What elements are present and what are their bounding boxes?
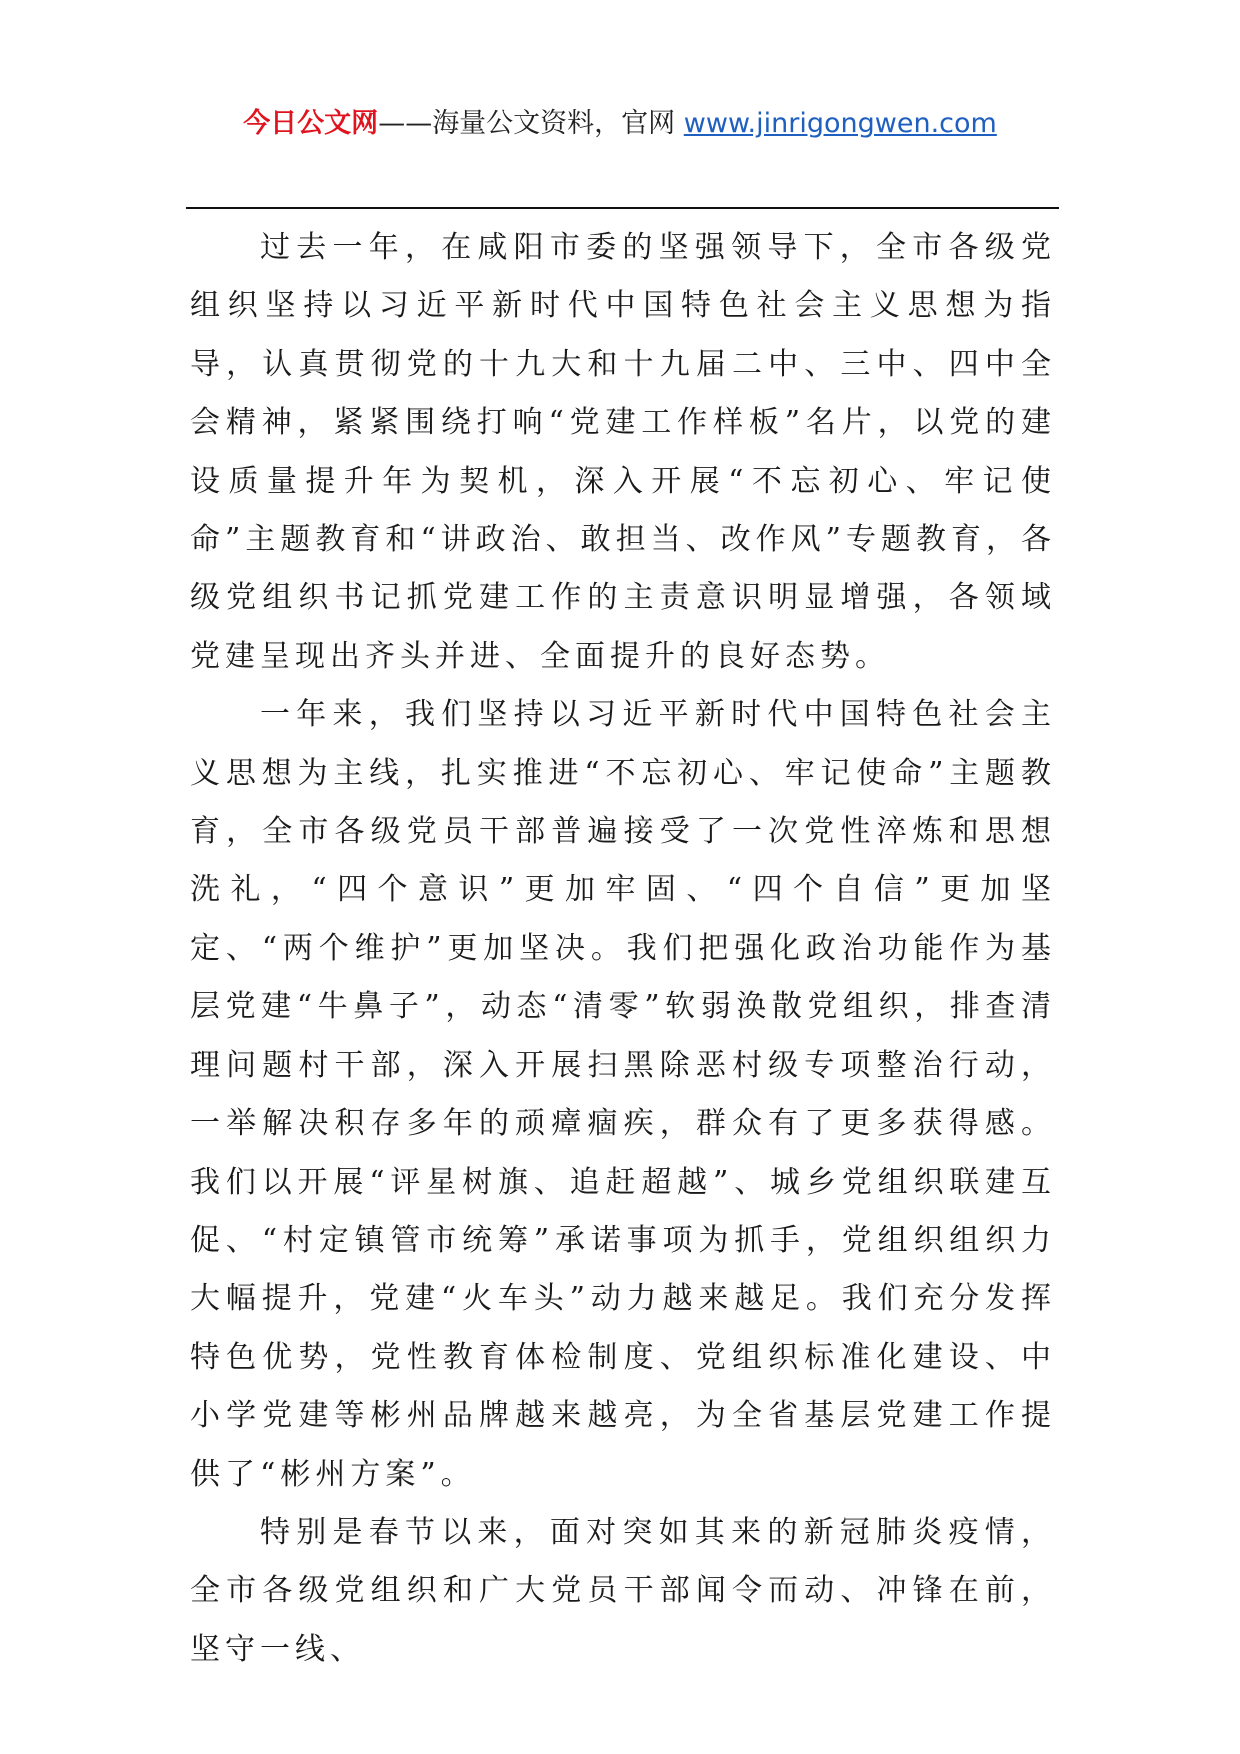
paragraph: 特别是春节以来，面对突如其来的新冠肺炎疫情，全市各级党组织和广大党员干部闻令而动、冲锋在前，坚守一线、 [190,1514,1056,1667]
document-header [0,104,1240,144]
site-brand: 今日公文网 [243,108,379,139]
site-url-link[interactable]: www.jinrigongwen.com [683,108,997,139]
paragraph: 一年来，我们坚持以习近平新时代中国特色社会主义思想为主线，扎实推进“不忘初心、牢记使命”主题教育，全市各级党员干部普遍接受了一次党性淬炼和思想洗礼，“四个意识”更加牢固、“四个自信”更加坚定、“两个维护”更加坚决。我们把强化政治功能作为基层党建“牛鼻子”，动态“清零”软弱涣散党组织，排查清理问题村干部，深入开展扫黑除恶村级专项整治行动，一举解决积存多年的顽瘴痼疾，群众有了更多获得感。我们以开展“评星树旗、追赶超越”、城乡党组织联建互促、“村定镇管市统筹”承诺事项为抓手，党组织组织力大幅提升，党建“火车头”动力越来越足。我们充分发挥特色优势，党性教育体检制度、党组织标准化建设、中小学党建等彬州品牌越来越亮，为全省基层党建工作提供了“彬州方案”。 [190,697,1056,1492]
paragraph: 过去一年，在咸阳市委的坚强领导下，全市各级党组织坚持以习近平新时代中国特色社会主义思想为指导，认真贯彻党的十九大和十九届二中、三中、四中全会精神，紧紧围绕打响“党建工作样板”名片，以党的建设质量提升年为契机，深入开展“不忘初心、牢记使命”主题教育和“讲政治、敢担当、改作风”专题教育，各级党组织书记抓党建工作的主责意识明显增强，各领域党建呈现出齐头并进、全面提升的良好态势。 [190,230,1057,674]
header-divider [186,207,1059,209]
document-body [190,219,1056,1679]
site-tagline: ——海量公文资料，官网 [378,108,684,139]
